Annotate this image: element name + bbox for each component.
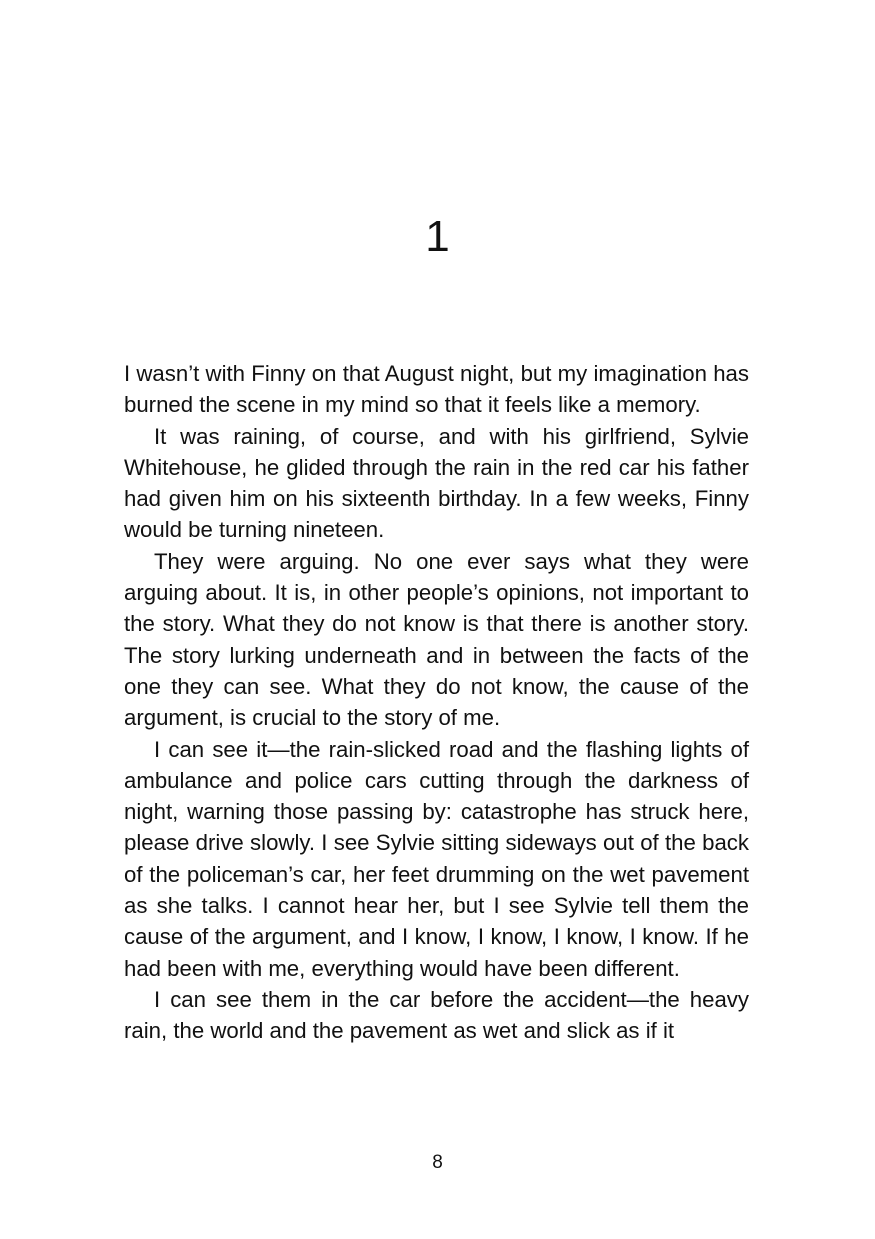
- paragraph: They were arguing. No one ever says what they were arguing about. It is, in other people’s opinions, not important to the story. What they do not know is that there is another story. The story lurking underneath and in between the facts of the one they can see. What they do not know, the cause of the argument, is crucial to the story of me.: [124, 548, 749, 731]
- paragraph: I can see it—the rain-slicked road and the flashing lights of ambulance and police cars cutting through the darkness of night, warning those passing by: catastrophe has struck here, please drive slowly. I see Sylvie sitting sideways out of the back of the policeman’s car, her feet drumming on the wet pavement as she talks. I cannot hear her, but I see Sylvie tell them the cause of the argument, and I know, I know, I know, I know. If he had been with me, everything would have been different.: [124, 736, 749, 981]
- page-number: 8: [432, 1152, 443, 1173]
- paragraph: I can see them in the car before the accident—the heavy rain, the world and the pavement as wet and slick as if it: [124, 986, 749, 1044]
- paragraph: It was raining, of course, and with his girlfriend, Sylvie Whitehouse, he glided through the rain in the red car his father had given him on his sixteenth birthday. In a few weeks, Finny would be turning nineteen.: [124, 423, 749, 543]
- paragraph: I wasn’t with Finny on that August night, but my imagination has burned the scene in my mind so that it feels like a memory.: [124, 361, 749, 418]
- chapter-body: [124, 358, 749, 1047]
- chapter-number: 1: [425, 212, 450, 261]
